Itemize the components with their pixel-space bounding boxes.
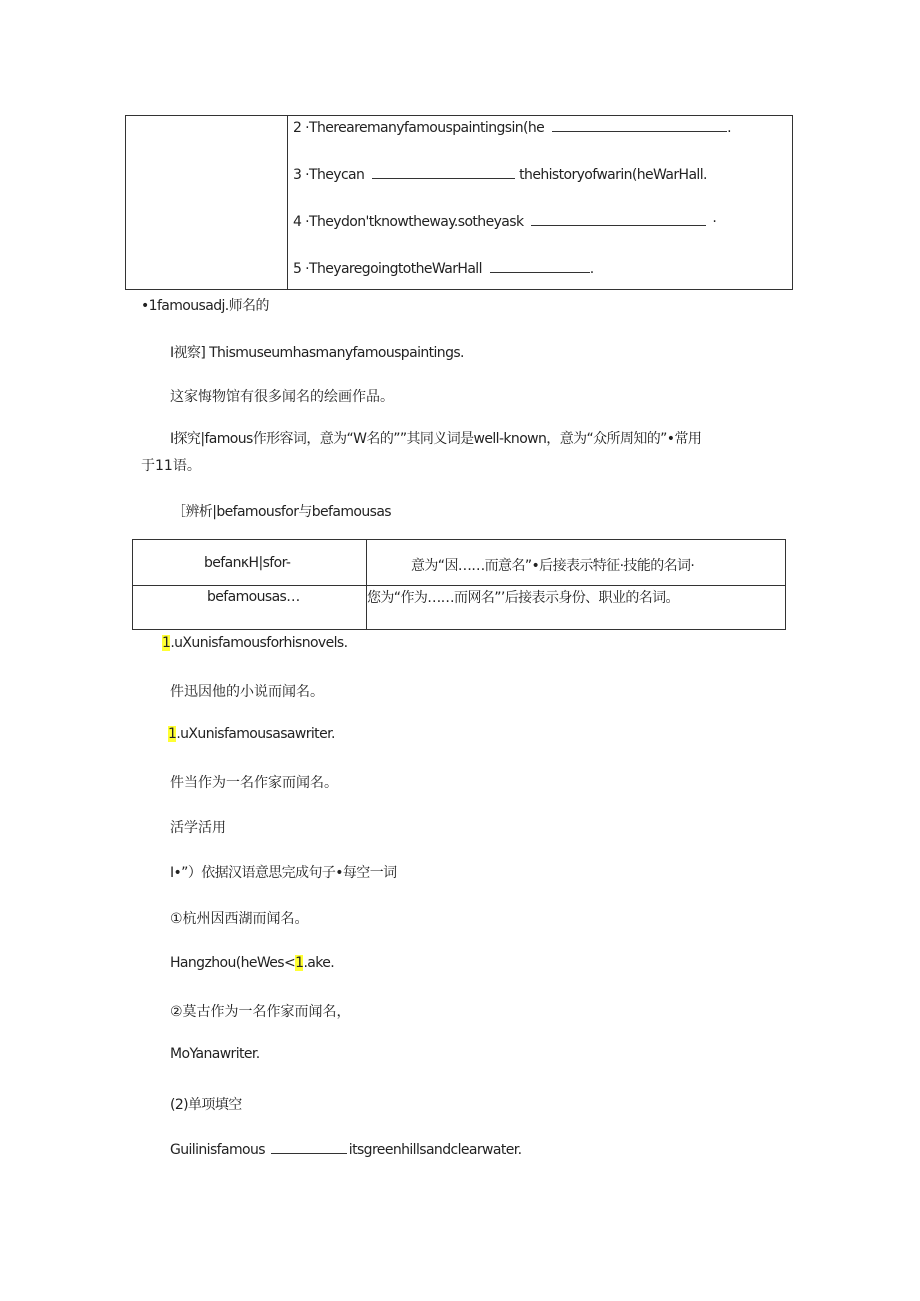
compare-meaning-for: 意为“因……而意名”•后接表示特征·技能的名词· bbox=[411, 558, 695, 574]
table-divider bbox=[133, 585, 785, 586]
compare-table bbox=[132, 539, 786, 630]
exercise-item-5: 5 ·TheyaregoingtotheWarHall . bbox=[293, 261, 594, 277]
example-sentence-as: 1.uXunisfamousasawriter. bbox=[168, 726, 335, 742]
observe-example: I视察] Thismuseumhasmanyfamouspaintings. bbox=[170, 345, 464, 361]
explore-line-2: 于11语。 bbox=[141, 458, 201, 474]
question-3: Guilinisfamous itsgreenhillsandclearwater. bbox=[170, 1142, 522, 1158]
answer-blank[interactable] bbox=[372, 166, 515, 179]
practice-part1-label: I•”）依据汉语意思完成句子•每空一词 bbox=[170, 865, 397, 881]
table-divider bbox=[287, 116, 288, 289]
analysis-heading: ［辨析|befamousfor与befamousas bbox=[172, 504, 391, 520]
question-2-chinese: ②莫古作为一名作家而闻名， bbox=[170, 1004, 351, 1020]
highlight-mark: 1 bbox=[295, 955, 304, 971]
practice-heading: 活学活用 bbox=[170, 820, 226, 836]
question-1-chinese: ①杭州因西湖而闻名。 bbox=[170, 911, 309, 927]
example-sentence-for: 1.uXunisfamousforhisnovels. bbox=[162, 635, 348, 651]
exercise-item-3: 3 ·Theycan thehistoryofwarin(heWarHall. bbox=[293, 167, 707, 183]
compare-meaning-as: 您为“作为……而网名”’后接表示身份、职业的名词。 bbox=[367, 590, 679, 606]
question-1-english: Hangzhou(heWes<1.ake. bbox=[170, 955, 335, 971]
answer-blank[interactable] bbox=[531, 213, 706, 226]
practice-part2-label: (2)单项填空 bbox=[170, 1097, 242, 1113]
example-translation-for: 件迅因他的小说而闻名。 bbox=[170, 684, 324, 700]
explore-line-1: I探究|famous作形容词，意为“W名的””其同义词是well-known，意为“众所周知的”•常用 bbox=[170, 431, 702, 447]
compare-phrase-as: befamousas… bbox=[207, 589, 300, 605]
exercise-item-2: 2 ·Therearemanyfamouspaintingsin(he . bbox=[293, 120, 731, 136]
answer-blank[interactable] bbox=[552, 119, 727, 132]
vocab-heading: •1famousadj.师名的 bbox=[141, 298, 269, 314]
highlight-mark: 1 bbox=[168, 726, 177, 742]
answer-blank[interactable] bbox=[490, 260, 590, 273]
example-translation-as: 件当作为一名作家而闻名。 bbox=[170, 775, 338, 791]
highlight-mark: 1 bbox=[162, 635, 171, 651]
observe-translation: 这家悔物馆有很多闻名的绘画作品。 bbox=[170, 389, 394, 405]
compare-phrase-for: befanκH|sfor- bbox=[204, 555, 291, 571]
answer-blank[interactable] bbox=[271, 1141, 347, 1154]
question-2-english: MoYanawriter. bbox=[170, 1046, 260, 1062]
exercise-item-4: 4 ·Theydon'tknowtheway.sotheyask · bbox=[293, 214, 717, 230]
